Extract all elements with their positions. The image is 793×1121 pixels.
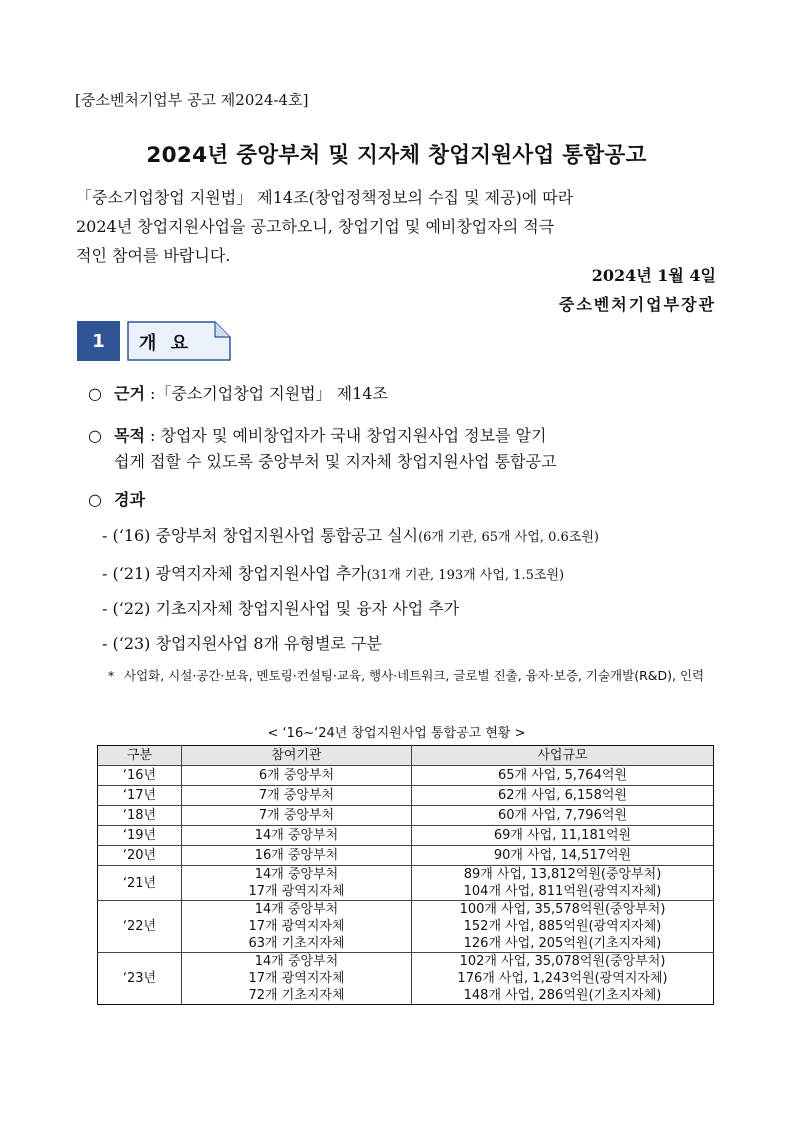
table-cell-line: 176개 사업, 1,243억원(광역지자체) [457,971,668,986]
document-title: 2024년 중앙부처 및 지자체 창업지원사업 통합공고 [146,143,647,168]
table-header-row [98,746,714,766]
bullet-mark: ○ [88,490,102,509]
table-cell-year: ‘20년 [98,846,182,866]
table-cell-line: 14개 중앙부처 [254,902,339,917]
table-cell-orgs [182,806,412,826]
basis-item [88,381,388,407]
table-cell-orgs [182,766,412,786]
table-cell-year: ‘23년 [98,953,182,1005]
history-label: 경과 [114,490,145,509]
table-header-cell: 사업규모 [412,746,714,766]
history-entry-detail: (6개 기관, 65개 사업, 0.6조원) [418,530,599,545]
table-cell-line: 62개 사업, 6,158억원 [498,788,627,803]
table-row [98,846,714,866]
table-cell-line: 63개 기초지자체 [248,936,345,951]
table-cell-scale [412,786,714,806]
section-title-box [127,321,231,361]
history-entry [102,524,599,550]
purpose-item [88,423,557,475]
table-body [98,766,714,1005]
status-table [97,745,714,1005]
history-item [88,487,145,513]
history-entry-main: - (‘21) 광역지자체 창업지원사업 추가 [102,564,367,583]
section-number-badge: 1 [77,321,120,361]
table-cell-year: ‘19년 [98,826,182,846]
history-entry-main: - (‘22) 기초지자체 창업지원사업 및 융자 사업 추가 [102,599,460,618]
table-cell-line: 100개 사업, 35,578억원(중앙부처) [459,902,666,917]
table-cell-orgs [182,826,412,846]
intro-paragraph [76,183,716,270]
table-cell-line: 89개 사업, 13,812억원(중앙부처) [463,867,662,882]
table-cell-year: ‘16년 [98,766,182,786]
history-entry [102,632,382,656]
table-cell-line: 17개 광역지자체 [248,884,345,899]
table-row [98,766,714,786]
table-header-cell: 구분 [98,746,182,766]
notice-number: [중소벤처기업부 공고 제2024-4호] [75,91,309,109]
footnote-text: 사업화, 시설·공간·보육, 멘토링·컨설팅·교육, 행사·네트워크, 글로벌 진출, 융자·보증, 기술개발(R&D), 인력 [124,668,705,683]
table-row [98,901,714,953]
table-cell-line: 14개 중앙부처 [254,954,339,969]
bullet-mark: ○ [88,426,102,445]
table-cell-line: 65개 사업, 5,764억원 [498,768,627,783]
history-entry-main: - (‘23) 창업지원사업 8개 유형별로 구분 [102,634,382,653]
table-cell-line: 17개 광역지자체 [248,919,345,934]
table-cell-line: 148개 사업, 286억원(기초지자체) [463,988,662,1003]
intro-line: 2024년 창업지원사업을 공고하오니, 창업기업 및 예비창업자의 적극 [76,217,555,236]
table-cell-line: 6개 중앙부처 [258,768,335,783]
table-cell-line: 16개 중앙부처 [254,848,339,863]
table-cell-line: 60개 사업, 7,796억원 [498,808,627,823]
table-cell-line: 152개 사업, 885억원(광역지자체) [463,919,662,934]
footnote-mark: * [108,668,115,683]
table-cell-line: 14개 중앙부처 [254,867,339,882]
intro-line: 「중소기업창업 지원법」 제14조(창업정책정보의 수집 및 제공)에 따라 [76,188,574,207]
intro-line: 적인 참여를 바랍니다. [76,246,231,265]
table-cell-scale [412,826,714,846]
table-cell-orgs [182,786,412,806]
table-cell-line: 72개 기초지자체 [248,988,345,1003]
table-cell-line: 69개 사업, 11,181억원 [493,828,632,843]
table-cell-year: ‘21년 [98,866,182,901]
table-row [98,866,714,901]
table-row [98,786,714,806]
table-cell-line: 126개 사업, 205억원(기초지자체) [463,936,662,951]
table-cell-scale [412,953,714,1005]
table-cell-line: 7개 중앙부처 [258,808,335,823]
basis-label: 근거 [114,384,145,403]
table-cell-year: ‘17년 [98,786,182,806]
table-caption: < ‘16~‘24년 창업지원사업 통합공고 현황 > [267,726,526,741]
table-cell-scale [412,766,714,786]
purpose-text: : 창업자 및 예비창업자가 국내 창업지원사업 정보를 알기 [144,426,547,445]
footnote [108,666,720,686]
notice-date: 2024년 1월 4일 [591,266,716,285]
table-cell-orgs [182,866,412,901]
table-cell-scale [412,806,714,826]
table-cell-scale [412,846,714,866]
issuer: 중소벤처기업부장관 [558,295,716,314]
table-cell-year: ‘22년 [98,901,182,953]
table-row [98,806,714,826]
table-row [98,953,714,1005]
table-cell-line: 14개 중앙부처 [254,828,339,843]
table-cell-orgs [182,953,412,1005]
table-cell-line: 17개 광역지자체 [248,971,345,986]
table-cell-scale [412,866,714,901]
table-cell-orgs [182,901,412,953]
history-entry [102,562,564,588]
basis-text: :「중소기업창업 지원법」 제14조 [144,384,388,403]
history-entry [102,597,459,621]
table-header-cell: 참여기관 [182,746,412,766]
table-cell-scale [412,901,714,953]
table-cell-line: 90개 사업, 14,517억원 [493,848,632,863]
table-cell-line: 104개 사업, 811억원(광역지자체) [463,884,662,899]
table-cell-year: ‘18년 [98,806,182,826]
table-cell-line: 7개 중앙부처 [258,788,335,803]
table-row [98,826,714,846]
table-cell-orgs [182,846,412,866]
history-entry-main: - (‘16) 중앙부처 창업지원사업 통합공고 실시 [102,526,419,545]
bullet-mark: ○ [88,384,102,403]
purpose-text-continued: 쉽게 접할 수 있도록 중앙부처 및 지자체 창업지원사업 통합공고 [114,452,557,471]
section-title: 개 요 [139,333,193,354]
history-entry-detail: (31개 기관, 193개 사업, 1.5조원) [366,568,565,583]
purpose-label: 목적 [114,426,145,445]
table-cell-line: 102개 사업, 35,078억원(중앙부처) [459,954,666,969]
